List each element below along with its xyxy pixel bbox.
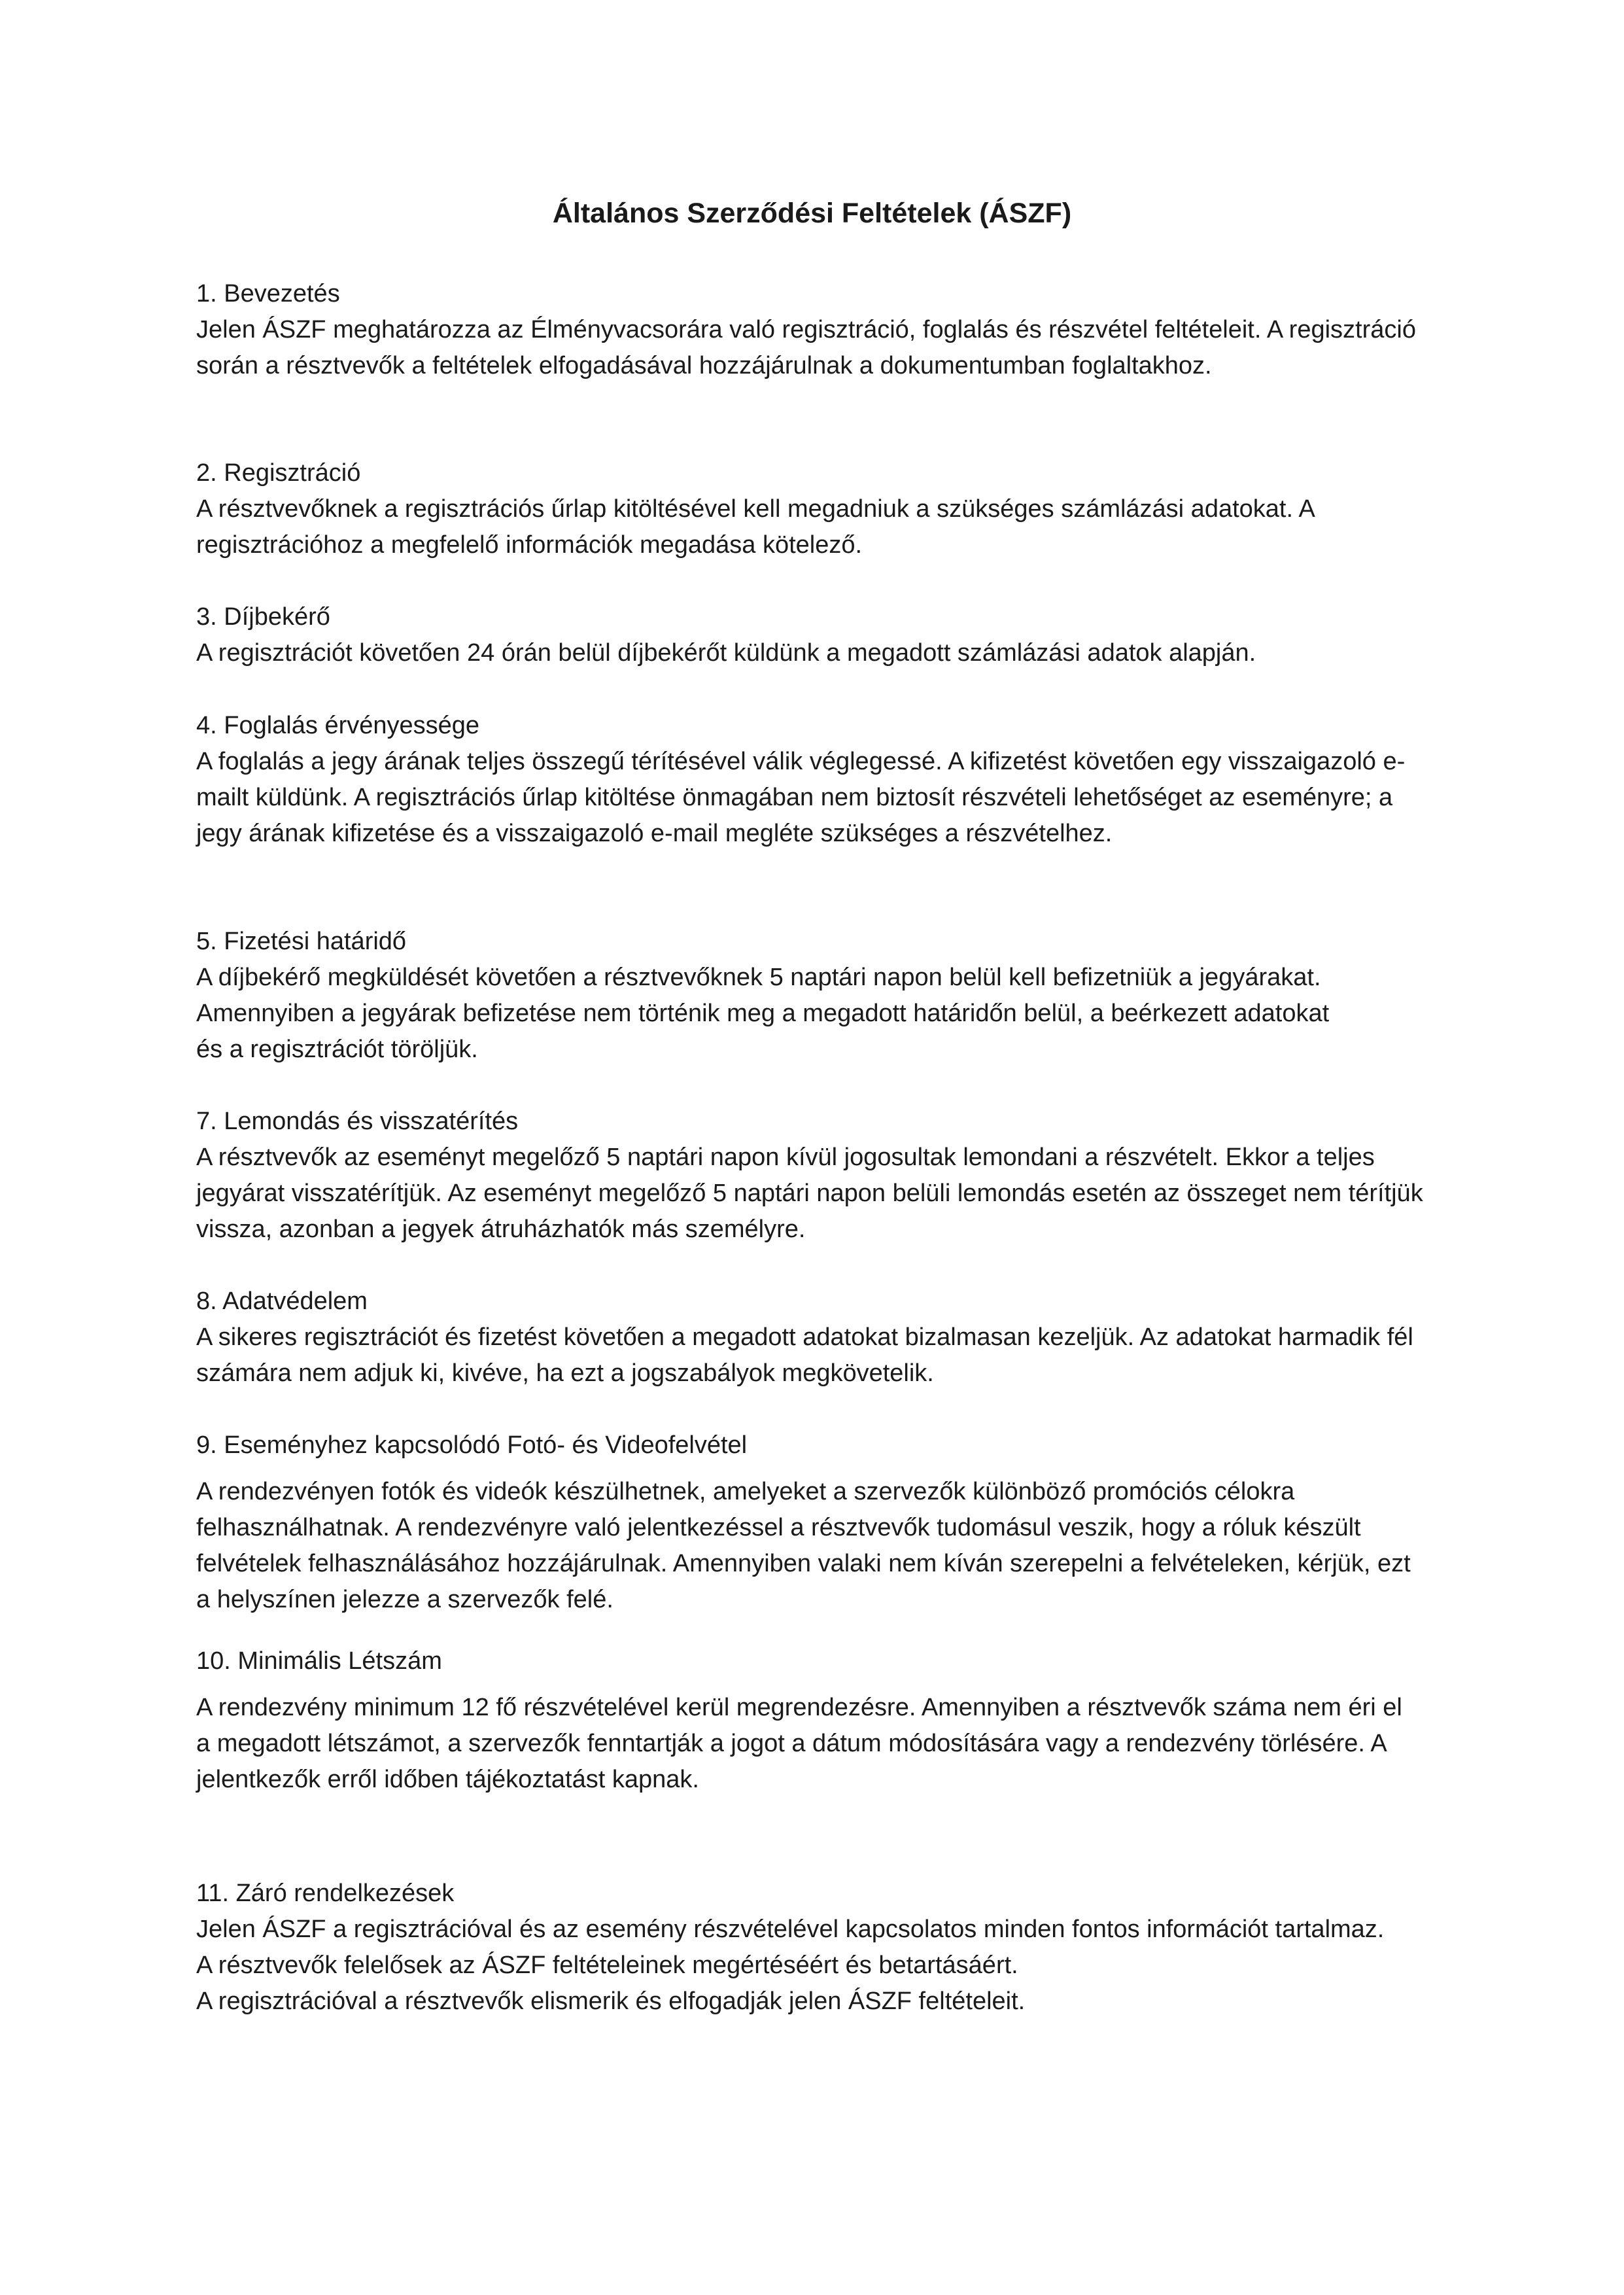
- section-heading: 3. Díjbekérő: [196, 603, 330, 631]
- document-title: Általános Szerződési Feltételek (ÁSZF): [552, 198, 1072, 229]
- section-data-protection: [196, 1284, 1439, 1392]
- section-paragraph: Jelen ÁSZF meghatározza az Élményvacsorára való regisztráció, foglalás és részvétel feltételeit. A regisztráció során a résztvevők a feltételek elfogadásával hozzájárulnak a dokumentumban foglaltakhoz.: [196, 316, 1416, 379]
- section-paragraph: A résztvevők az eseményt megelőző 5 naptári napon kívül jogosultak lemondani a részvételt. Ekkor a teljes jegyárat visszatérítjük. Az eseményt megelőző 5 naptári napon belüli lemondás esetén az összeget nem térítjük vissza, azonban a jegyek átruházhatók más személyre.: [196, 1144, 1423, 1243]
- section-paragraph: A sikeres regisztrációt és fizetést követően a megadott adatokat bizalmasan kezeljük. Az adatokat harmadik fél számára nem adjuk ki, kivéve, ha ezt a jogszabályok megkövetelik.: [196, 1323, 1413, 1387]
- section-heading: 4. Foglalás érvényessége: [196, 712, 480, 739]
- section-heading: 11. Záró rendelkezések: [196, 1880, 455, 1907]
- section-booking-validity: [196, 708, 1432, 852]
- section-heading: 7. Lemondás és visszatérítés: [196, 1108, 519, 1135]
- section-invoice-request: [196, 599, 1432, 671]
- section-paragraph: A foglalás a jegy árának teljes összegű térítésével válik véglegessé. A kifizetést követően egy visszaigazoló e-mailt küldünk. A regisztrációs űrlap kitöltése önmagában nem biztosít részvételi lehetőséget az eseményre; a jegy árának kifizetése és a visszaigazoló e-mail megléte szükséges a részvételhez.: [196, 748, 1406, 847]
- section-paragraph: A résztvevőknek a regisztrációs űrlap kitöltésével kell megadniuk a szükséges számlázási adatokat. A regisztrációhoz a megfelelő információk megadása kötelező.: [196, 495, 1314, 559]
- section-final-provisions: [196, 1876, 1387, 2020]
- section-paragraph: A díjbekérő megküldését követően a résztvevőknek 5 naptári napon belül kell befizetniük a jegyárakat. Amennyiben a jegyárak befizetése nem történik meg a megadott határidőn belül, a beérkezett adatokat és a regisztrációt töröljük.: [196, 964, 1330, 1063]
- section-paragraph: A rendezvényen fotók és videók készülhetnek, amelyeket a szervezők különböző promóciós célokra felhasználhatnak. A rendezvényre való jelentkezéssel a résztvevők tudomásul veszik, hogy a róluk készült felvételek felhasználásához hozzájárulnak. Amennyiben valaki nem kíván szerepelni a felvételeken, kérjük, ezt a helyszínen jelezze a szervezők felé.: [196, 1478, 1411, 1613]
- section-heading: 10. Minimális Létszám: [196, 1647, 442, 1675]
- section-photo-video: [196, 1428, 1426, 1618]
- section-paragraph: Jelen ÁSZF a regisztrációval és az esemény részvételével kapcsolatos minden fontos információt tartalmaz. A résztvevők felelősek az ÁSZF feltételeinek megértéséért és betartásáért.: [196, 1916, 1385, 1979]
- section-minimum-attendance: [196, 1643, 1413, 1798]
- section-heading: 2. Regisztráció: [196, 459, 361, 487]
- section-paragraph: A regisztrációval a résztvevők elismerik és elfogadják jelen ÁSZF feltételeit.: [196, 1988, 1026, 2015]
- section-heading: 5. Fizetési határidő: [196, 928, 407, 955]
- section-heading: 9. Eseményhez kapcsolódó Fotó- és Videofelvétel: [196, 1431, 748, 1459]
- section-cancellation-refund: [196, 1104, 1439, 1248]
- section-paragraph: A rendezvény minimum 12 fő részvételével kerül megrendezésre. Amennyiben a résztvevők száma nem éri el a megadott létszámot, a szervezők fenntartják a jogot a dátum módosítására vagy a rendezvény törlésére. A jelentkezők erről időben tájékoztatást kapnak.: [196, 1694, 1402, 1793]
- section-heading: 1. Bevezetés: [196, 280, 340, 307]
- section-payment-deadline: [196, 924, 1347, 1068]
- section-paragraph: A regisztrációt követően 24 órán belül díjbekérőt küldünk a megadott számlázási adatok alapján.: [196, 639, 1256, 667]
- section-introduction: [196, 276, 1426, 384]
- section-heading: 8. Adatvédelem: [196, 1288, 368, 1315]
- section-registration: [196, 455, 1445, 563]
